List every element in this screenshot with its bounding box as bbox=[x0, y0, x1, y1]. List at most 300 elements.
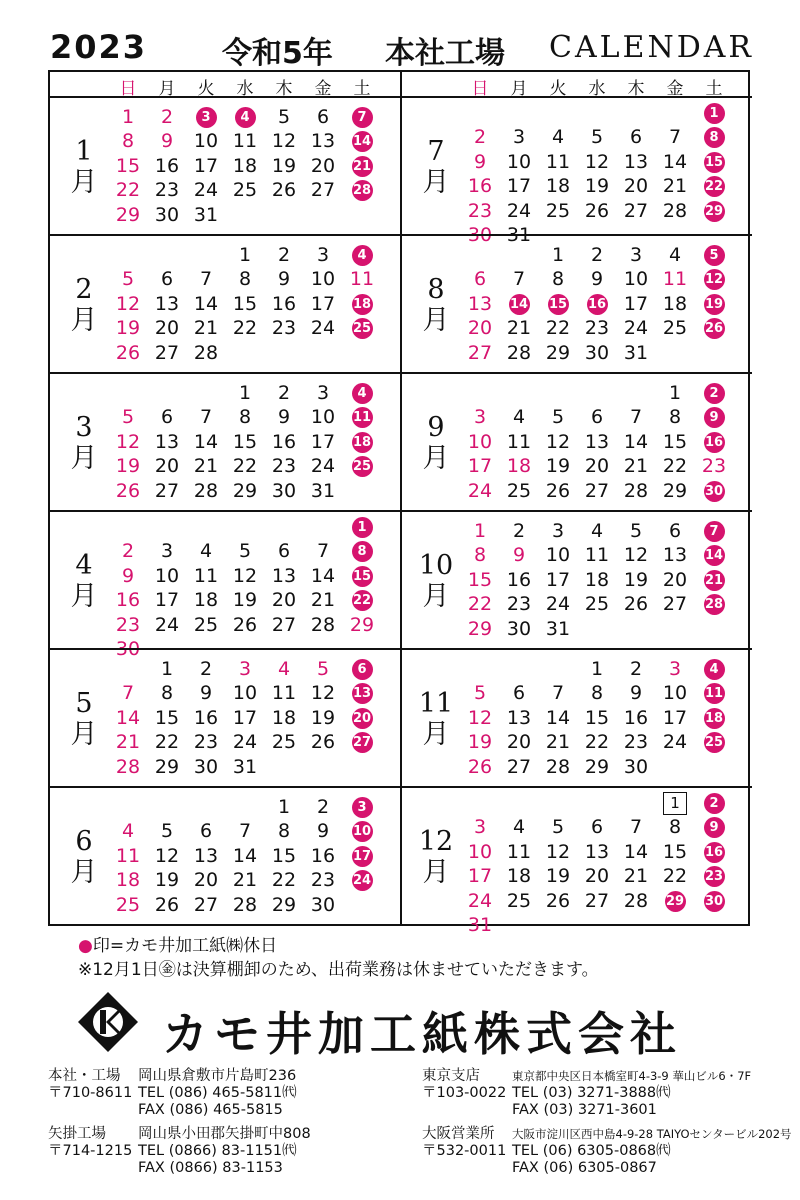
day-cell: 10 bbox=[506, 150, 532, 173]
day-cell: 19 bbox=[467, 731, 493, 754]
day-cell: 26 bbox=[115, 341, 141, 364]
month-number: 9 bbox=[427, 412, 445, 443]
day-cell: 7 bbox=[121, 682, 135, 705]
day-cell: 1 bbox=[160, 658, 174, 680]
day-cell: 26 bbox=[271, 179, 297, 202]
day-cell: 10 bbox=[662, 682, 688, 705]
day-cell: 14 bbox=[310, 564, 336, 587]
day-cell: 22 bbox=[662, 865, 688, 888]
day-cell: 22 bbox=[662, 455, 688, 478]
day-cell: 8 bbox=[160, 682, 174, 705]
day-cell: 25 bbox=[506, 479, 532, 502]
holiday-day: 3 bbox=[187, 104, 225, 130]
holiday-day: 3 bbox=[343, 794, 381, 820]
day-cell: 16 bbox=[467, 175, 493, 198]
day-cell: 19 bbox=[154, 869, 180, 892]
day-cell: 11 bbox=[271, 682, 297, 705]
day-cell: 16 bbox=[193, 706, 219, 729]
month-number: 5 bbox=[75, 688, 93, 719]
day-cell: 26 bbox=[115, 479, 141, 502]
day-cell: 24 bbox=[467, 889, 493, 912]
month-unit: 月 bbox=[70, 857, 98, 888]
holiday-day: 17 bbox=[343, 843, 381, 869]
day-cell: 17 bbox=[232, 706, 258, 729]
office-fax: FAX (0866) 83-1153 bbox=[138, 1160, 283, 1176]
day-cell: 29 bbox=[467, 617, 493, 640]
day-cell: 16 bbox=[271, 430, 297, 453]
month-number: 1 bbox=[75, 136, 93, 167]
month-block bbox=[402, 786, 752, 936]
month-block bbox=[402, 96, 752, 246]
weekday-header bbox=[402, 72, 752, 99]
day-cell: 13 bbox=[271, 564, 297, 587]
month-number: 3 bbox=[75, 412, 93, 443]
day-cell: 15 bbox=[271, 844, 297, 867]
day-cell: 6 bbox=[160, 406, 174, 429]
day-cell: 25 bbox=[115, 893, 141, 916]
day-cell: 28 bbox=[545, 755, 571, 778]
holiday-day: 25 bbox=[343, 453, 381, 479]
office-fax: FAX (03) 3271-3601 bbox=[512, 1102, 657, 1118]
day-cell: 23 bbox=[701, 455, 727, 478]
holiday-day: 4 bbox=[226, 104, 264, 130]
month-block bbox=[402, 648, 752, 788]
day-cell: 25 bbox=[662, 317, 688, 340]
office-tel: TEL (086) 465-5811㈹ bbox=[138, 1085, 297, 1101]
day-cell: 9 bbox=[121, 564, 135, 587]
day-cell: 4 bbox=[551, 126, 565, 149]
day-cell: 27 bbox=[154, 479, 180, 502]
day-cell: 13 bbox=[662, 544, 688, 567]
day-cell: 2 bbox=[199, 658, 213, 680]
holiday-day: 4 bbox=[695, 656, 733, 682]
day-cell: 22 bbox=[584, 731, 610, 754]
day-cell: 21 bbox=[506, 317, 532, 340]
holiday-day: 5 bbox=[695, 242, 733, 268]
day-cell: 31 bbox=[623, 341, 649, 364]
day-cell: 10 bbox=[623, 268, 649, 291]
month-block bbox=[50, 510, 400, 660]
day-cell: 31 bbox=[545, 617, 571, 640]
day-cell: 12 bbox=[545, 430, 571, 453]
day-cell: 5 bbox=[590, 126, 604, 149]
day-cell: 14 bbox=[545, 706, 571, 729]
day-cell: 23 bbox=[584, 317, 610, 340]
holiday-day: 1 bbox=[695, 100, 733, 126]
holiday-day: 27 bbox=[343, 729, 381, 755]
day-cell: 23 bbox=[310, 869, 336, 892]
day-cell: 24 bbox=[506, 199, 532, 222]
day-cell: 27 bbox=[506, 755, 532, 778]
day-cell: 11 bbox=[349, 268, 375, 291]
day-cell: 8 bbox=[551, 268, 565, 291]
weekday-label: 水 bbox=[236, 79, 254, 99]
day-cell: 14 bbox=[193, 430, 219, 453]
day-cell: 28 bbox=[662, 199, 688, 222]
day-cell: 13 bbox=[154, 292, 180, 315]
office-zip: 〒710-8611 bbox=[48, 1085, 133, 1101]
day-cell: 20 bbox=[154, 317, 180, 340]
day-cell: 24 bbox=[662, 731, 688, 754]
day-cell: 12 bbox=[154, 844, 180, 867]
office-address bbox=[48, 1068, 297, 1119]
day-cell: 30 bbox=[115, 638, 141, 660]
day-cell: 2 bbox=[121, 540, 135, 563]
holiday-day: 4 bbox=[343, 242, 381, 268]
office-addr: 岡山県小田郡矢掛町中808 bbox=[138, 1126, 311, 1142]
day-cell: 14 bbox=[623, 840, 649, 863]
month-label bbox=[402, 512, 470, 650]
day-cell: 13 bbox=[310, 130, 336, 153]
weekday-label: 金 bbox=[666, 79, 684, 99]
day-cell: 27 bbox=[662, 593, 688, 616]
day-cell: 24 bbox=[545, 593, 571, 616]
day-cell: 23 bbox=[467, 199, 493, 222]
office-addr: 大阪市淀川区西中島4-9-28 TAIYOセンタービル202号 bbox=[512, 1127, 792, 1141]
day-cell: 1 bbox=[121, 106, 135, 128]
day-cell: 29 bbox=[232, 479, 258, 502]
office-address bbox=[48, 1126, 311, 1177]
day-cell: 8 bbox=[668, 406, 682, 429]
holiday-day: 18 bbox=[343, 429, 381, 455]
day-cell: 13 bbox=[193, 844, 219, 867]
month-number: 7 bbox=[427, 136, 445, 167]
day-cell: 23 bbox=[115, 613, 141, 636]
holiday-day: 28 bbox=[695, 591, 733, 617]
day-cell: 9 bbox=[590, 268, 604, 291]
day-cell: 17 bbox=[662, 706, 688, 729]
day-cell: 29 bbox=[115, 203, 141, 226]
month-label bbox=[402, 788, 470, 926]
day-cell: 12 bbox=[623, 544, 649, 567]
day-cell: 31 bbox=[310, 479, 336, 502]
day-cell: 24 bbox=[310, 317, 336, 340]
holiday-day: 19 bbox=[695, 291, 733, 317]
day-cell: 16 bbox=[154, 154, 180, 177]
day-cell: 23 bbox=[623, 731, 649, 754]
day-cell: 29 bbox=[349, 613, 375, 636]
day-cell: 7 bbox=[316, 540, 330, 563]
company-name: カモ井加工紙株式会社 bbox=[162, 1007, 682, 1061]
day-cell: 12 bbox=[467, 706, 493, 729]
holiday-day: 23 bbox=[695, 863, 733, 889]
day-cell: 16 bbox=[310, 844, 336, 867]
day-cell: 30 bbox=[584, 341, 610, 364]
holiday-day: 14 bbox=[500, 291, 538, 317]
day-cell: 2 bbox=[316, 796, 330, 818]
holiday-day: 7 bbox=[343, 104, 381, 130]
day-cell: 11 bbox=[193, 564, 219, 587]
day-cell: 12 bbox=[115, 292, 141, 315]
holiday-day: 14 bbox=[695, 542, 733, 568]
day-cell: 6 bbox=[590, 816, 604, 839]
day-cell: 28 bbox=[310, 613, 336, 636]
day-cell: 18 bbox=[584, 568, 610, 591]
holiday-day: 11 bbox=[343, 404, 381, 430]
day-cell: 13 bbox=[467, 292, 493, 315]
day-cell: 3 bbox=[512, 126, 526, 149]
day-cell: 1 bbox=[551, 244, 565, 266]
calendar-grid bbox=[48, 70, 750, 936]
day-cell: 8 bbox=[473, 544, 487, 567]
day-cell: 2 bbox=[473, 126, 487, 149]
month-block bbox=[402, 510, 752, 650]
day-cell: 17 bbox=[467, 455, 493, 478]
day-cell: 10 bbox=[193, 130, 219, 153]
day-cell: 27 bbox=[193, 893, 219, 916]
special-note: ※12月1日㊎は決算棚卸のため、出荷業務は休ませていただきます。 bbox=[78, 960, 599, 980]
day-cell: 7 bbox=[551, 682, 565, 705]
day-cell: 10 bbox=[467, 840, 493, 863]
day-cell: 24 bbox=[232, 731, 258, 754]
holiday-day: 15 bbox=[343, 563, 381, 589]
day-cell: 15 bbox=[662, 840, 688, 863]
day-cell: 18 bbox=[506, 455, 532, 478]
day-cell: 11 bbox=[662, 268, 688, 291]
day-cell: 4 bbox=[668, 244, 682, 266]
day-cell: 29 bbox=[662, 479, 688, 502]
day-cell: 15 bbox=[584, 706, 610, 729]
day-cell: 14 bbox=[115, 706, 141, 729]
day-cell: 17 bbox=[310, 292, 336, 315]
day-cell: 19 bbox=[545, 865, 571, 888]
office-addr: 岡山県倉敷市片島町236 bbox=[138, 1068, 297, 1084]
day-cell: 13 bbox=[584, 840, 610, 863]
month-label bbox=[402, 236, 470, 374]
month-label bbox=[402, 374, 470, 512]
day-cell: 21 bbox=[662, 175, 688, 198]
day-cell: 25 bbox=[545, 199, 571, 222]
month-label bbox=[50, 788, 118, 926]
day-cell: 31 bbox=[506, 224, 532, 246]
day-cell: 22 bbox=[467, 593, 493, 616]
day-cell: 6 bbox=[473, 268, 487, 291]
day-cell: 12 bbox=[310, 682, 336, 705]
day-cell: 8 bbox=[238, 406, 252, 429]
day-cell: 26 bbox=[545, 889, 571, 912]
notes bbox=[78, 934, 599, 982]
day-cell: 22 bbox=[232, 317, 258, 340]
day-cell: 21 bbox=[115, 731, 141, 754]
day-cell: 26 bbox=[310, 731, 336, 754]
company-block bbox=[78, 992, 758, 1061]
weekday-label: 土 bbox=[705, 79, 723, 99]
day-cell: 13 bbox=[506, 706, 532, 729]
day-cell: 7 bbox=[629, 406, 643, 429]
day-cell: 11 bbox=[506, 840, 532, 863]
holiday-day: 4 bbox=[343, 380, 381, 406]
day-cell: 18 bbox=[506, 865, 532, 888]
day-cell: 9 bbox=[512, 544, 526, 567]
day-cell: 19 bbox=[115, 455, 141, 478]
day-cell: 28 bbox=[115, 755, 141, 778]
holiday-day: 14 bbox=[343, 128, 381, 154]
month-number: 10 bbox=[418, 550, 454, 581]
day-cell: 29 bbox=[154, 755, 180, 778]
day-cell: 9 bbox=[199, 682, 213, 705]
day-cell: 11 bbox=[506, 430, 532, 453]
day-cell: 20 bbox=[154, 455, 180, 478]
holiday-day: 21 bbox=[343, 153, 381, 179]
day-cell: 28 bbox=[193, 479, 219, 502]
weekday-label: 月 bbox=[510, 79, 528, 99]
month-block bbox=[50, 372, 400, 512]
office-address bbox=[422, 1126, 792, 1177]
month-label bbox=[402, 98, 470, 236]
day-cell: 29 bbox=[271, 893, 297, 916]
day-cell: 27 bbox=[271, 613, 297, 636]
month-number: 11 bbox=[418, 688, 454, 719]
month-label bbox=[402, 650, 470, 788]
day-cell: 15 bbox=[467, 568, 493, 591]
holiday-day: 1 bbox=[343, 514, 381, 540]
day-cell: 1 bbox=[277, 796, 291, 818]
day-cell: 21 bbox=[193, 455, 219, 478]
day-cell: 4 bbox=[512, 406, 526, 429]
day-cell: 11 bbox=[115, 844, 141, 867]
calendar-title: CALENDAR bbox=[549, 30, 754, 65]
day-cell: 11 bbox=[232, 130, 258, 153]
day-cell: 21 bbox=[623, 455, 649, 478]
day-cell: 28 bbox=[193, 341, 219, 364]
day-cell: 1 bbox=[238, 382, 252, 404]
day-cell: 10 bbox=[310, 406, 336, 429]
day-cell: 7 bbox=[629, 816, 643, 839]
weekday-header bbox=[50, 72, 400, 99]
day-cell: 25 bbox=[506, 889, 532, 912]
day-cell: 2 bbox=[590, 244, 604, 266]
day-cell: 20 bbox=[193, 869, 219, 892]
office-name: 大阪営業所 bbox=[422, 1126, 495, 1142]
day-cell: 16 bbox=[271, 292, 297, 315]
day-cell: 20 bbox=[584, 865, 610, 888]
holiday-day: 15 bbox=[695, 149, 733, 175]
day-cell: 20 bbox=[506, 731, 532, 754]
month-unit: 月 bbox=[70, 443, 98, 474]
day-cell: 24 bbox=[154, 613, 180, 636]
day-cell: 3 bbox=[316, 382, 330, 404]
weekday-label: 木 bbox=[627, 79, 645, 99]
month-block bbox=[50, 786, 400, 926]
day-cell: 1 bbox=[668, 382, 682, 404]
day-cell: 1 bbox=[238, 244, 252, 266]
day-cell: 7 bbox=[238, 820, 252, 843]
day-cell: 19 bbox=[545, 455, 571, 478]
office-addr: 東京都中央区日本橋室町4-3-9 華山ビル6・7F bbox=[512, 1069, 752, 1083]
weekday-label: 水 bbox=[588, 79, 606, 99]
day-cell: 8 bbox=[668, 816, 682, 839]
day-cell: 4 bbox=[590, 520, 604, 542]
weekday-label: 金 bbox=[314, 79, 332, 99]
day-cell: 13 bbox=[623, 150, 649, 173]
holiday-day: 8 bbox=[343, 538, 381, 564]
day-cell: 15 bbox=[115, 154, 141, 177]
day-cell: 18 bbox=[271, 706, 297, 729]
day-cell: 24 bbox=[623, 317, 649, 340]
day-cell: 2 bbox=[629, 658, 643, 680]
day-cell: 12 bbox=[232, 564, 258, 587]
holiday-day: 29 bbox=[656, 888, 694, 914]
day-cell: 17 bbox=[545, 568, 571, 591]
day-cell: 13 bbox=[584, 430, 610, 453]
day-cell: 4 bbox=[121, 820, 135, 843]
holiday-day: 30 bbox=[695, 888, 733, 914]
day-cell: 28 bbox=[232, 893, 258, 916]
day-cell: 21 bbox=[232, 869, 258, 892]
day-cell: 3 bbox=[473, 816, 487, 839]
day-cell: 24 bbox=[310, 455, 336, 478]
day-cell: 21 bbox=[623, 865, 649, 888]
month-block bbox=[402, 234, 752, 374]
day-cell: 8 bbox=[277, 820, 291, 843]
day-cell: 5 bbox=[551, 816, 565, 839]
day-cell: 7 bbox=[668, 126, 682, 149]
calendar-header bbox=[40, 28, 760, 71]
day-cell: 22 bbox=[545, 317, 571, 340]
office-zip: 〒532-0011 bbox=[422, 1143, 507, 1159]
day-cell: 2 bbox=[277, 382, 291, 404]
day-cell: 27 bbox=[154, 341, 180, 364]
month-label bbox=[50, 236, 118, 374]
holiday-day: 6 bbox=[343, 656, 381, 682]
day-cell: 17 bbox=[193, 154, 219, 177]
day-cell: 6 bbox=[590, 406, 604, 429]
day-cell: 9 bbox=[277, 268, 291, 291]
day-cell: 30 bbox=[623, 755, 649, 778]
day-cell: 9 bbox=[629, 682, 643, 705]
day-cell: 27 bbox=[310, 179, 336, 202]
day-cell: 6 bbox=[668, 520, 682, 542]
office-address bbox=[422, 1068, 751, 1119]
day-cell: 31 bbox=[232, 755, 258, 778]
day-cell: 26 bbox=[545, 479, 571, 502]
year-label: 2023 bbox=[50, 28, 148, 66]
day-cell: 9 bbox=[160, 130, 174, 153]
day-cell: 10 bbox=[467, 430, 493, 453]
day-cell: 30 bbox=[467, 224, 493, 246]
day-cell: 2 bbox=[512, 520, 526, 542]
day-cell: 9 bbox=[473, 150, 487, 173]
weekday-label: 木 bbox=[275, 79, 293, 99]
holiday-day: 9 bbox=[695, 814, 733, 840]
day-cell: 22 bbox=[154, 731, 180, 754]
day-cell: 20 bbox=[584, 455, 610, 478]
month-unit: 月 bbox=[70, 305, 98, 336]
office-tel: TEL (0866) 83-1151㈹ bbox=[138, 1143, 297, 1159]
holiday-day: 16 bbox=[695, 429, 733, 455]
day-cell: 18 bbox=[662, 292, 688, 315]
day-cell: 25 bbox=[271, 731, 297, 754]
company-logo-icon bbox=[78, 992, 138, 1052]
day-cell: 15 bbox=[154, 706, 180, 729]
day-cell: 24 bbox=[193, 179, 219, 202]
day-cell: 24 bbox=[467, 479, 493, 502]
weekday-label: 土 bbox=[353, 79, 371, 99]
holiday-day: 11 bbox=[695, 680, 733, 706]
day-cell: 25 bbox=[193, 613, 219, 636]
day-cell: 29 bbox=[584, 755, 610, 778]
day-cell: 4 bbox=[277, 658, 291, 680]
month-unit: 月 bbox=[422, 857, 450, 888]
day-cell: 19 bbox=[310, 706, 336, 729]
day-cell: 16 bbox=[506, 568, 532, 591]
month-unit: 月 bbox=[422, 167, 450, 198]
month-unit: 月 bbox=[422, 305, 450, 336]
month-block bbox=[50, 96, 400, 236]
day-cell: 17 bbox=[506, 175, 532, 198]
holiday-note-text: 印=カモ井加工紙㈱休日 bbox=[92, 936, 278, 956]
day-cell: 3 bbox=[473, 406, 487, 429]
